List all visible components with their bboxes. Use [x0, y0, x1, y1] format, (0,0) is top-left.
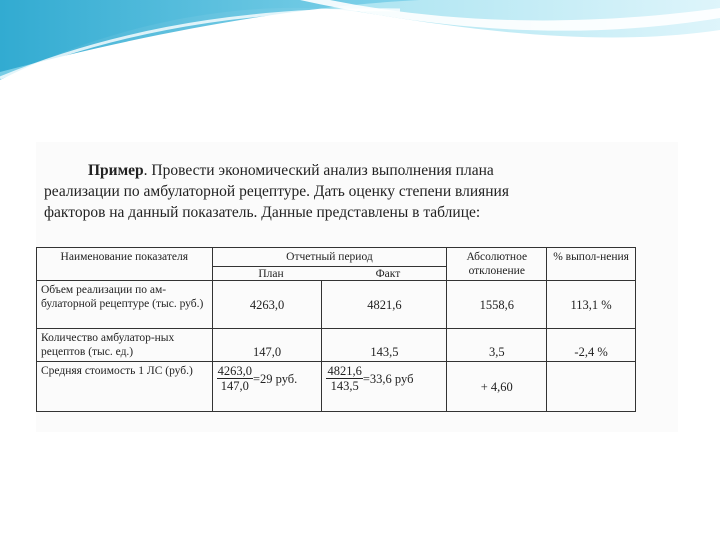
header-abs: Абсолютное отклонение — [447, 248, 547, 281]
avg-name: Средняя стоимость 1 ЛС (руб.) — [37, 362, 213, 412]
avg-abs: + 4,60 — [447, 362, 547, 412]
avg-fact-fraction — [326, 364, 362, 393]
row-abs: 1558,6 — [447, 281, 547, 329]
intro-line-2: реализации по амбулаторной рецептуре. Дать оценку степени влияния — [44, 183, 509, 200]
header-plan: План — [258, 268, 284, 280]
row-abs: 3,5 — [447, 329, 547, 362]
intro-line-1 — [44, 160, 644, 181]
header-row — [37, 248, 636, 281]
avg-plan-result: =29 руб. — [252, 371, 298, 386]
decorative-wave-header — [0, 0, 720, 120]
row-name: Объем реализации по ам-булаторной рецептуре (тыс. руб.) — [37, 281, 213, 329]
row-name: Количество амбулатор-ных рецептов (тыс. ед.) — [37, 329, 213, 362]
header-fact: Факт — [375, 268, 401, 280]
row-pct: -2,4 % — [547, 329, 636, 362]
avg-pct — [547, 362, 636, 412]
header-period-label: Отчетный период — [286, 251, 373, 263]
header-period-sub — [213, 266, 447, 281]
row-fact: 143,5 — [322, 329, 447, 362]
row-fact: 4821,6 — [322, 281, 447, 329]
row-pct: 113,1 % — [547, 281, 636, 329]
intro-text — [44, 160, 644, 223]
header-period — [212, 248, 447, 281]
row-plan: 4263,0 — [212, 281, 322, 329]
header-pct: % выпол-нения — [547, 248, 636, 281]
avg-plan-cell — [212, 362, 322, 412]
intro-line-3: факторов на данный показатель. Данные представлены в таблице: — [44, 204, 481, 221]
avg-plan-numerator: 4263,0 — [217, 364, 252, 378]
analysis-table — [36, 247, 636, 412]
header-name: Наименование показателя — [37, 248, 213, 281]
avg-plan-fraction — [217, 364, 253, 393]
intro-lead-bold: Пример — [88, 162, 144, 179]
intro-lead-rest: . Провести экономический анализ выполнения плана — [143, 162, 494, 179]
avg-fact-result: =33,6 руб — [362, 371, 414, 386]
avg-fact-numerator: 4821,6 — [327, 364, 362, 378]
avg-fact-cell — [322, 362, 447, 412]
avg-plan-denominator: 147,0 — [220, 379, 249, 393]
avg-fact-denominator: 143,5 — [330, 379, 359, 393]
table-row — [37, 329, 636, 362]
row-plan: 147,0 — [212, 329, 322, 362]
table-row — [37, 281, 636, 329]
table-row-avg — [37, 362, 636, 412]
